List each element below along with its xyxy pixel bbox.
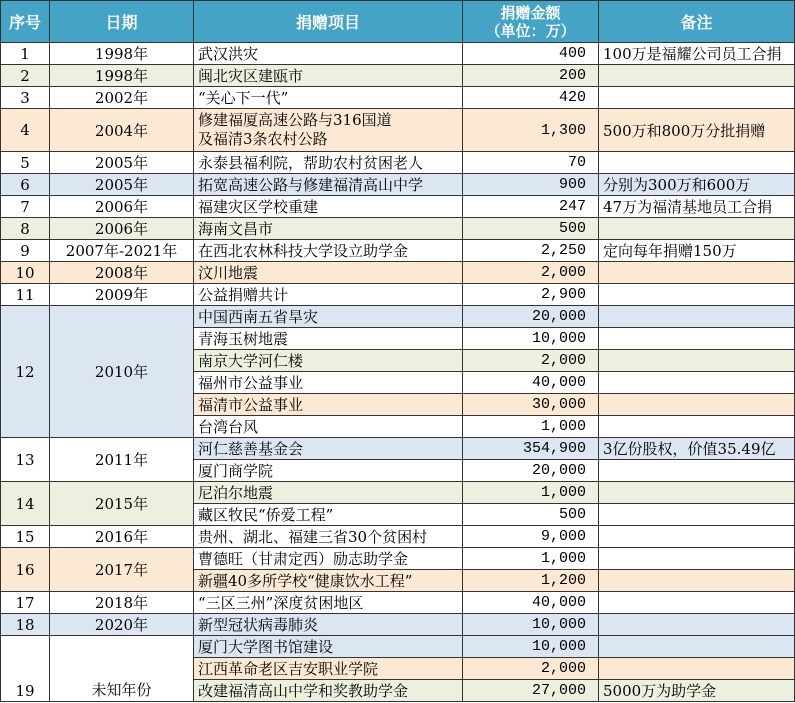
- amount-cell: 1,000: [463, 416, 599, 438]
- project-cell: 台湾台风: [194, 416, 463, 438]
- index-cell: 10: [1, 262, 50, 284]
- amount-cell: 40,000: [463, 372, 599, 394]
- note-cell: [599, 350, 795, 372]
- date-cell: 2002年: [50, 87, 194, 109]
- note-cell: [599, 460, 795, 482]
- index-cell: 15: [1, 526, 50, 548]
- index-cell: 6: [1, 174, 50, 196]
- header-note: 备注: [599, 1, 795, 43]
- project-cell: 永泰县福利院，帮助农村贫困老人: [194, 152, 463, 174]
- project-cell: 公益捐赠共计: [194, 284, 463, 306]
- note-cell: [599, 87, 795, 109]
- note-cell: 3亿份股权，价值35.49亿: [599, 438, 795, 460]
- index-cell: 2: [1, 65, 50, 87]
- note-cell: 5000万为助学金: [599, 680, 795, 702]
- date-cell: 1998年: [50, 65, 194, 87]
- project-cell: 拓宽高速公路与修建福清高山中学: [194, 174, 463, 196]
- amount-cell: 40,000: [463, 592, 599, 614]
- amount-cell: 10,000: [463, 636, 599, 658]
- amount-cell: 1,200: [463, 570, 599, 592]
- note-cell: [599, 394, 795, 416]
- project-cell: 福清市公益事业: [194, 394, 463, 416]
- amount-cell: 500: [463, 504, 599, 526]
- amount-cell: 10,000: [463, 328, 599, 350]
- header-index: 序号: [1, 1, 50, 43]
- index-cell: 13: [1, 438, 50, 482]
- note-cell: [599, 526, 795, 548]
- index-cell: 7: [1, 196, 50, 218]
- note-cell: [599, 592, 795, 614]
- index-cell: 11: [1, 284, 50, 306]
- amount-cell: 1,000: [463, 548, 599, 570]
- amount-cell: 9,000: [463, 526, 599, 548]
- project-cell: 曹德旺（甘肃定西）励志助学金: [194, 548, 463, 570]
- note-cell: 500万和800万分批捐赠: [599, 109, 795, 152]
- project-line: 修建福厦高速公路与316国道: [198, 111, 392, 129]
- amount-cell: 420: [463, 87, 599, 109]
- date-cell: 2004年: [50, 109, 194, 152]
- note-cell: [599, 65, 795, 87]
- project-cell: 新型冠状病毒肺炎: [194, 614, 463, 636]
- project-cell: 海南文昌市: [194, 218, 463, 240]
- note-cell: [599, 636, 795, 658]
- project-cell: 福建灾区学校重建: [194, 196, 463, 218]
- date-cell: 2005年: [50, 174, 194, 196]
- project-cell: 汶川地震: [194, 262, 463, 284]
- note-cell: [599, 416, 795, 438]
- note-cell: [599, 306, 795, 328]
- date-cell: 2008年: [50, 262, 194, 284]
- project-cell: 藏区牧民“侨爱工程”: [194, 504, 463, 526]
- project-cell: 在西北农林科技大学设立助学金: [194, 240, 463, 262]
- index-cell: 19: [1, 636, 50, 702]
- note-cell: [599, 262, 795, 284]
- project-line: 及福清3条农村公路: [198, 130, 328, 148]
- amount-cell: 10,000: [463, 614, 599, 636]
- note-cell: [599, 614, 795, 636]
- amount-cell: 247: [463, 196, 599, 218]
- date-cell: 2005年: [50, 152, 194, 174]
- index-cell: 3: [1, 87, 50, 109]
- index-cell: 16: [1, 548, 50, 592]
- note-cell: 100万是福耀公司员工合捐: [599, 43, 795, 65]
- index-cell: 9: [1, 240, 50, 262]
- date-cell: 1998年: [50, 43, 194, 65]
- note-cell: [599, 548, 795, 570]
- date-cell: 2010年: [50, 306, 194, 438]
- amount-cell: 1,300: [463, 109, 599, 152]
- note-cell: [599, 570, 795, 592]
- project-cell: 中国西南五省旱灾: [194, 306, 463, 328]
- project-cell: 改建福清高山中学和奖教助学金: [194, 680, 463, 702]
- note-cell: [599, 284, 795, 306]
- amount-cell: 354,900: [463, 438, 599, 460]
- note-cell: [599, 152, 795, 174]
- amount-cell: 2,250: [463, 240, 599, 262]
- project-cell: 贵州、湖北、福建三省30个贫困村: [194, 526, 463, 548]
- note-cell: 分别为300万和600万: [599, 174, 795, 196]
- header-amount-title: 捐赠金额: [500, 3, 561, 22]
- note-cell: [599, 328, 795, 350]
- index-cell: 12: [1, 306, 50, 438]
- project-cell: 福州市公益事业: [194, 372, 463, 394]
- project-cell: 武汉洪灾: [194, 43, 463, 65]
- project-cell: 河仁慈善基金会: [194, 438, 463, 460]
- amount-cell: 20,000: [463, 306, 599, 328]
- project-cell: 厦门商学院: [194, 460, 463, 482]
- index-cell: 4: [1, 109, 50, 152]
- header-date: 日期: [50, 1, 194, 43]
- amount-cell: 2,000: [463, 350, 599, 372]
- amount-cell: 1,000: [463, 482, 599, 504]
- project-cell: 尼泊尔地震: [194, 482, 463, 504]
- date-cell: 2009年: [50, 284, 194, 306]
- header-project: 捐赠项目: [194, 1, 463, 43]
- date-cell: 2007年-2021年: [50, 240, 194, 262]
- project-cell: 南京大学河仁楼: [194, 350, 463, 372]
- project-cell: “关心下一代”: [194, 87, 463, 109]
- project-cell: 闽北灾区建瓯市: [194, 65, 463, 87]
- amount-cell: 2,000: [463, 262, 599, 284]
- amount-cell: 30,000: [463, 394, 599, 416]
- header-amount-unit: （单位：万）: [485, 21, 576, 40]
- amount-cell: 900: [463, 174, 599, 196]
- index-cell: 18: [1, 614, 50, 636]
- index-cell: 1: [1, 43, 50, 65]
- amount-cell: 2,900: [463, 284, 599, 306]
- index-cell: 8: [1, 218, 50, 240]
- amount-cell: 20,000: [463, 460, 599, 482]
- note-cell: 定向每年捐赠150万: [599, 240, 795, 262]
- note-cell: [599, 218, 795, 240]
- date-cell: 2016年: [50, 526, 194, 548]
- index-cell: 17: [1, 592, 50, 614]
- note-cell: [599, 372, 795, 394]
- header-amount: [463, 1, 599, 43]
- amount-cell: 2,000: [463, 658, 599, 680]
- note-cell: [599, 482, 795, 504]
- date-cell: 2011年: [50, 438, 194, 482]
- amount-cell: 70: [463, 152, 599, 174]
- date-cell: 2015年: [50, 482, 194, 526]
- note-cell: [599, 658, 795, 680]
- project-cell: 厦门大学图书馆建设: [194, 636, 463, 658]
- date-cell: 2006年: [50, 218, 194, 240]
- date-cell: 2020年: [50, 614, 194, 636]
- index-cell: 5: [1, 152, 50, 174]
- date-cell: 未知年份: [50, 636, 194, 702]
- note-cell: [599, 504, 795, 526]
- index-cell: 14: [1, 482, 50, 526]
- project-cell: 江西革命老区吉安职业学院: [194, 658, 463, 680]
- amount-cell: 500: [463, 218, 599, 240]
- amount-cell: 400: [463, 43, 599, 65]
- project-cell: 新疆40多所学校“健康饮水工程”: [194, 570, 463, 592]
- amount-cell: 200: [463, 65, 599, 87]
- project-cell: 青海玉树地震: [194, 328, 463, 350]
- date-cell: 2018年: [50, 592, 194, 614]
- project-cell: “三区三州”深度贫困地区: [194, 592, 463, 614]
- date-cell: 2017年: [50, 548, 194, 592]
- amount-cell: 27,000: [463, 680, 599, 702]
- project-cell: [194, 109, 463, 152]
- date-cell: 2006年: [50, 196, 194, 218]
- note-cell: 47万为福清基地员工合捐: [599, 196, 795, 218]
